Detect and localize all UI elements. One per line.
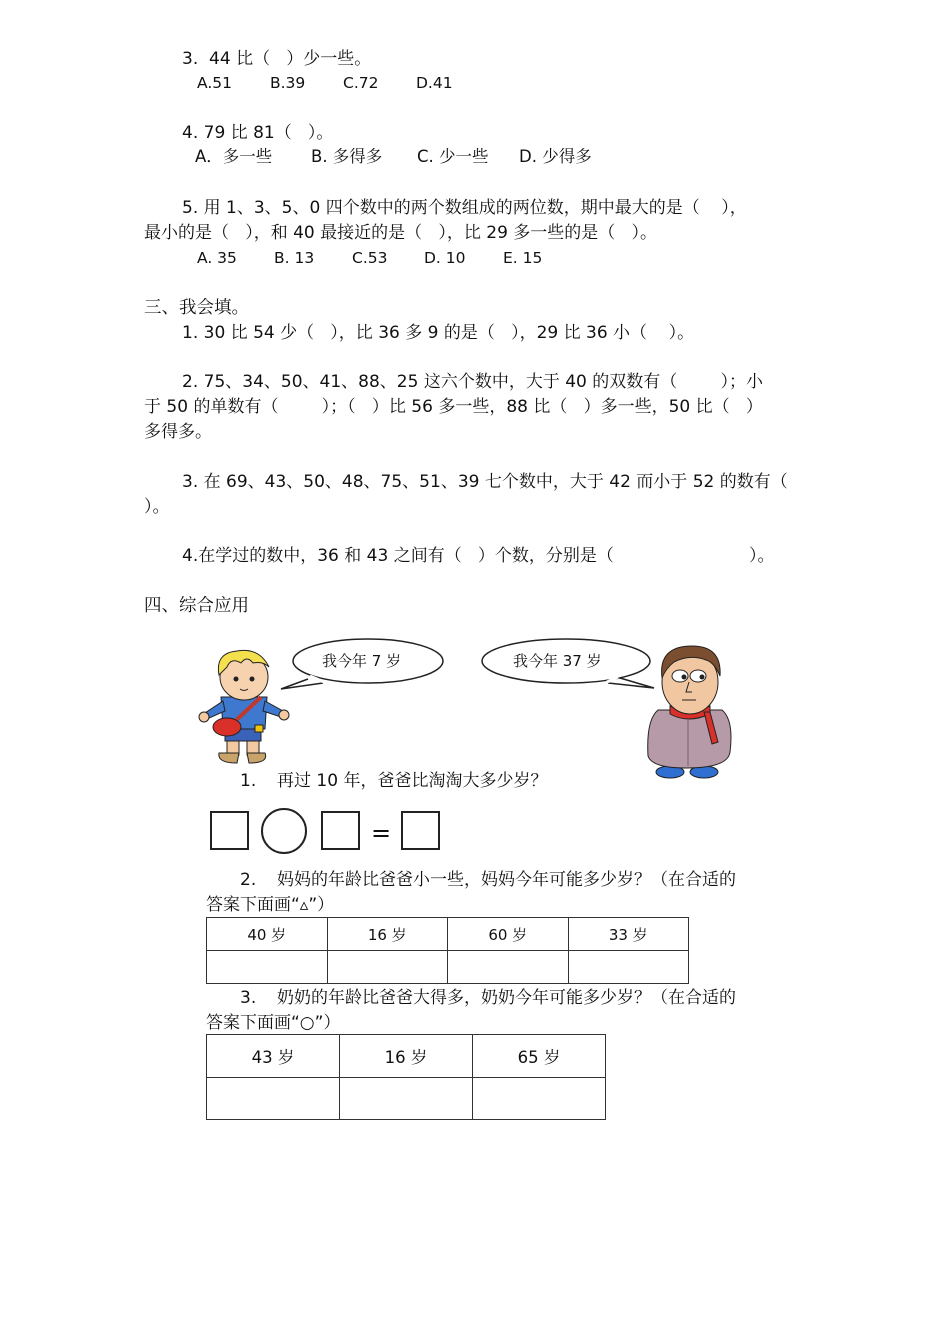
q5-option-d: D. 10 [424,249,466,267]
s4-q2-number: 2. [240,870,257,890]
boy-speech-text: 我今年 7 岁 [322,652,402,670]
mom-answer-cell[interactable] [327,951,448,984]
answer-box-1[interactable] [210,811,249,850]
boy-illustration [197,645,292,770]
s4-q1-text: 再过 10 年，爸爸比淘淘大多少岁？ [277,771,548,791]
q3-option-d: D.41 [416,74,453,92]
mom-option-16: 16 岁 [327,918,448,951]
s3-q2-line1: 2. 75、34、50、41、88、25 这六个数中，大于 40 的双数有（ ）；小 [182,372,763,392]
answer-box-2[interactable] [321,811,360,850]
s3-q2-line3: 多得多。 [144,422,212,442]
answer-box-result[interactable] [401,811,440,850]
s4-q2-line1: 妈妈的年龄比爸爸小一些，妈妈今年可能多少岁？（在合适的 [277,870,736,890]
mom-answer-cell[interactable] [448,951,569,984]
section3-title: 三、我会填。 [144,298,249,318]
s4-q3-line2: 答案下面画“○”） [206,1013,341,1033]
q5-option-e: E. 15 [503,249,543,267]
s3-q1: 1. 30 比 54 少（ ），比 36 多 9 的是（ ），29 比 36 小（ ）。 [182,323,695,343]
grandma-answer-cell[interactable] [207,1078,340,1120]
mom-answer-cell[interactable] [568,951,689,984]
q3-option-a: A.51 [197,74,232,92]
operator-circle[interactable] [261,808,307,854]
mom-answer-cell[interactable] [207,951,328,984]
grandma-age-table [206,1034,606,1120]
equals-sign: = [371,819,392,847]
q4-option-b: B. 多得多 [311,147,383,166]
s3-q2-line2: 于 50 的单数有（ ）；（ ）比 56 多一些，88 比（ ）多一些，50 比（ ） [144,397,763,417]
q5-line2: 最小的是（ ），和 40 最接近的是（ ），比 29 多一些的是（ ）。 [144,223,658,243]
q5-option-c: C.53 [352,249,388,267]
s4-q2-line2: 答案下面画“▵”） [206,895,335,915]
q5-option-b: B. 13 [274,249,315,267]
q3-stem: 3. 44 比（ ）少一些。 [182,49,372,69]
grandma-answer-cell[interactable] [473,1078,606,1120]
q4-option-d: D. 少得多 [519,147,592,166]
q3-option-c: C.72 [343,74,379,92]
q5-line1: 5. 用 1、3、5、0 四个数中的两个数组成的两位数，期中最大的是（ ）， [182,198,747,218]
q4-option-a: A．多一些 [195,147,273,166]
section4-title: 四、综合应用 [144,596,249,616]
mom-age-table [206,917,689,984]
s3-q3-line2: ）。 [144,497,170,517]
s3-q3-line1: 3. 在 69、43、50、48、75、51、39 七个数中，大于 42 而小于 52 的数有（ [182,472,788,492]
grandma-option-16: 16 岁 [340,1035,473,1078]
s3-q4: 4.在学过的数中，36 和 43 之间有（ ）个数，分别是（ ）。 [182,546,775,566]
grandma-answer-cell[interactable] [340,1078,473,1120]
s4-q3-number: 3. [240,988,257,1008]
q4-stem: 4. 79 比 81（ ）。 [182,123,334,143]
s4-q3-line1: 奶奶的年龄比爸爸大得多，奶奶今年可能多少岁？（在合适的 [277,988,736,1008]
mom-option-40: 40 岁 [207,918,328,951]
mom-option-60: 60 岁 [448,918,569,951]
dad-illustration [640,640,740,780]
q4-option-c: C. 少一些 [417,147,489,166]
grandma-option-65: 65 岁 [473,1035,606,1078]
q5-option-a: A. 35 [197,249,237,267]
dad-speech-text: 我今年 37 岁 [513,652,602,670]
grandma-option-43: 43 岁 [207,1035,340,1078]
s4-q1-number: 1. [240,771,257,791]
q3-option-b: B.39 [270,74,306,92]
mom-option-33: 33 岁 [568,918,689,951]
